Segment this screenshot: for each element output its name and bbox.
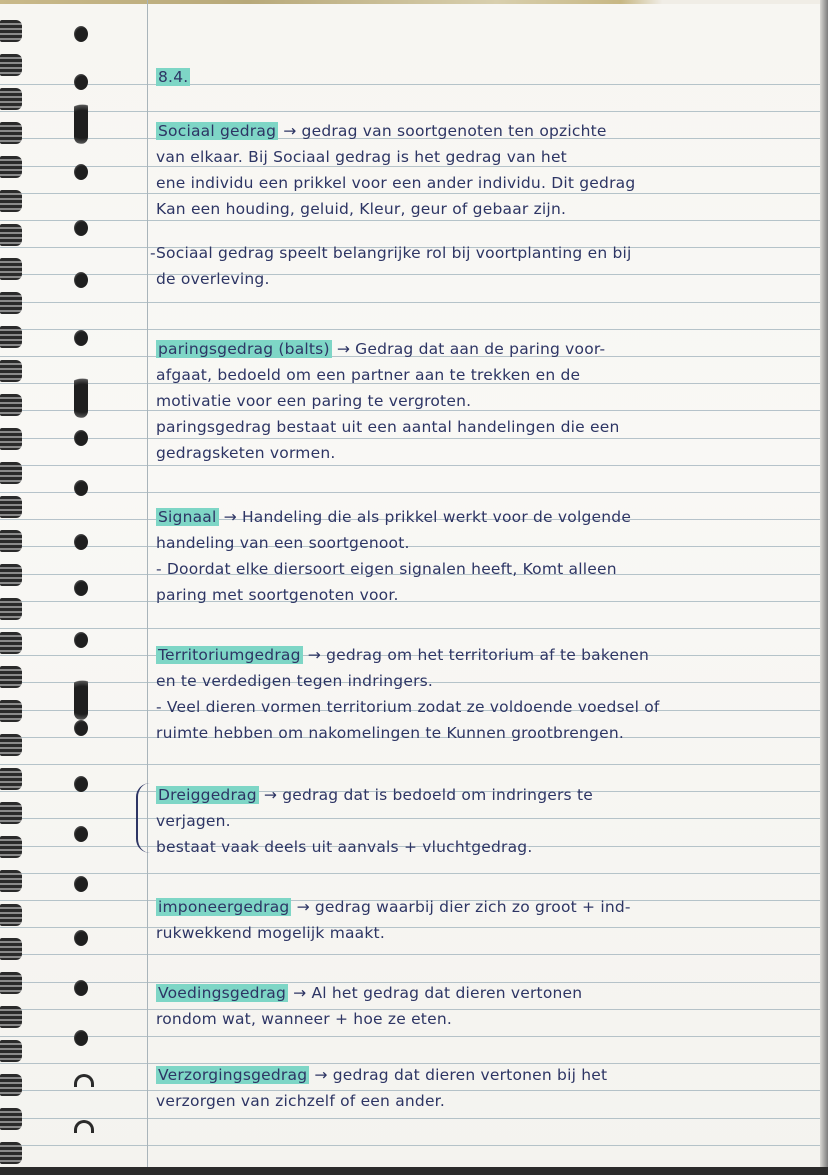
spiral-coil	[0, 156, 22, 178]
spiral-coil	[0, 564, 22, 586]
section-dreiggedrag-def	[156, 786, 593, 804]
spiral-binding	[0, 0, 26, 1175]
section-imponeergedrag-def	[156, 898, 631, 916]
note-line: - Doordat elke diersoort eigen signalen heeft, Komt alleen	[156, 560, 617, 578]
spiral-coil	[0, 394, 22, 416]
bullet-dash: -	[150, 244, 156, 262]
note-line: ene individu een prikkel voor een ander individu. Dit gedrag	[156, 174, 636, 192]
note-line: handeling van een soortgenoot.	[156, 534, 410, 552]
spiral-coil	[0, 54, 22, 76]
note-line: bestaat vaak deels uit aanvals + vluchtgedrag.	[156, 838, 533, 856]
punch-hole	[74, 164, 88, 180]
notes-content	[150, 0, 815, 1175]
note-line: gedragsketen vormen.	[156, 444, 336, 462]
bullet-line	[150, 244, 632, 262]
note-line: motivatie voor een paring te vergroten.	[156, 392, 472, 410]
spiral-coil	[0, 734, 22, 756]
definition-text: → gedrag dat is bedoeld om indringers te	[258, 786, 593, 804]
section-territoriumgedrag-def	[156, 646, 649, 664]
note-line: verjagen.	[156, 812, 231, 830]
term-sociaal-gedrag: Sociaal gedrag	[158, 122, 277, 140]
spiral-coil	[0, 292, 22, 314]
spiral-coil	[0, 326, 22, 348]
punch-hole	[74, 330, 88, 346]
section-sociaal-gedrag-def	[156, 122, 607, 140]
spiral-coil	[0, 88, 22, 110]
spiral-coil	[0, 190, 22, 212]
punch-hole	[74, 720, 88, 736]
note-line: van elkaar. Bij Sociaal gedrag is het gedrag van het	[156, 148, 567, 166]
definition-text: → gedrag waarbij dier zich zo groot + ind-	[291, 898, 631, 916]
spiral-coil	[0, 428, 22, 450]
punch-hole	[74, 430, 88, 446]
punch-hole	[74, 74, 88, 90]
section-voedingsgedrag-def	[156, 984, 582, 1002]
spiral-coil	[0, 904, 22, 926]
spiral-coil	[0, 632, 22, 654]
note-line: verzorgen van zichzelf of een ander.	[156, 1092, 445, 1110]
punch-hole	[74, 1030, 88, 1046]
spiral-coil	[0, 598, 22, 620]
term-territoriumgedrag: Territoriumgedrag	[158, 646, 301, 664]
spiral-coil	[0, 1108, 22, 1130]
punch-hole	[74, 272, 88, 288]
heading-text: 8.4.	[158, 68, 189, 86]
term-verzorgingsgedrag: Verzorgingsgedrag	[158, 1066, 308, 1084]
punch-hole	[74, 980, 88, 996]
spiral-coil	[0, 666, 22, 688]
definition-text: → gedrag van soortgenoten ten opzichte	[278, 122, 607, 140]
punch-hole	[74, 1074, 94, 1087]
spiral-coil	[0, 836, 22, 858]
spiral-coil	[0, 360, 22, 382]
page-heading	[156, 68, 190, 86]
spiral-coil	[0, 1142, 22, 1164]
spiral-coil	[0, 1040, 22, 1062]
punch-hole	[74, 632, 88, 648]
note-line: de overleving.	[156, 270, 270, 288]
punch-hole	[74, 676, 88, 720]
punch-hole	[74, 374, 88, 418]
punch-hole	[74, 480, 88, 496]
definition-text: → gedrag om het territorium af te bakenen	[302, 646, 649, 664]
section-verzorgingsgedrag-def	[156, 1066, 607, 1084]
punch-hole	[74, 100, 88, 144]
spiral-coil	[0, 1074, 22, 1096]
spiral-coil	[0, 802, 22, 824]
term-dreiggedrag: Dreiggedrag	[158, 786, 257, 804]
spiral-coil	[0, 1006, 22, 1028]
punch-hole	[74, 930, 88, 946]
definition-text: → gedrag dat dieren vertonen bij het	[309, 1066, 608, 1084]
term-voedingsgedrag: Voedingsgedrag	[158, 984, 287, 1002]
spiral-coil	[0, 258, 22, 280]
term-imponeergedrag: imponeergedrag	[158, 898, 290, 916]
note-line: rukwekkend mogelijk maakt.	[156, 924, 385, 942]
punch-hole	[74, 220, 88, 236]
punch-hole	[74, 26, 88, 42]
definition-text: → Handeling die als prikkel werkt voor de volgende	[218, 508, 632, 526]
definition-text: → Al het gedrag dat dieren vertonen	[288, 984, 583, 1002]
page-right-edge	[820, 0, 828, 1175]
definition-text: → Gedrag dat aan de paring voor-	[331, 340, 606, 358]
punch-hole	[74, 580, 88, 596]
spiral-coil	[0, 122, 22, 144]
punch-hole	[74, 826, 88, 842]
punch-hole	[74, 534, 88, 550]
punch-hole	[74, 776, 88, 792]
note-line: en te verdedigen tegen indringers.	[156, 672, 434, 690]
note-line: afgaat, bedoeld om een partner aan te trekken en de	[156, 366, 581, 384]
note-line: Kan een houding, geluid, Kleur, geur of gebaar zijn.	[156, 200, 567, 218]
section-paringsgedrag-def	[156, 340, 605, 358]
note-line-text: Sociaal gedrag speelt belangrijke rol bij voortplanting en bij	[156, 244, 632, 262]
spiral-coil	[0, 20, 22, 42]
spiral-coil	[0, 768, 22, 790]
section-signaal-def	[156, 508, 631, 526]
spiral-coil	[0, 972, 22, 994]
spiral-coil	[0, 224, 22, 246]
spiral-coil	[0, 462, 22, 484]
note-line: ruimte hebben om nakomelingen te Kunnen grootbrengen.	[156, 724, 624, 742]
term-signaal: Signaal	[158, 508, 217, 526]
punch-hole	[74, 1120, 94, 1133]
note-line: paringsgedrag bestaat uit een aantal handelingen die een	[156, 418, 620, 436]
note-line: paring met soortgenoten voor.	[156, 586, 399, 604]
spiral-coil	[0, 870, 22, 892]
spiral-coil	[0, 530, 22, 552]
spiral-coil	[0, 700, 22, 722]
spiral-coil	[0, 496, 22, 518]
margin-line	[147, 0, 148, 1175]
spiral-coil	[0, 938, 22, 960]
brace-bracket	[136, 783, 150, 853]
punch-hole	[74, 876, 88, 892]
note-line: rondom wat, wanneer + hoe ze eten.	[156, 1010, 452, 1028]
note-line: - Veel dieren vormen territorium zodat ze voldoende voedsel of	[156, 698, 660, 716]
term-paringsgedrag: paringsgedrag (balts)	[158, 340, 330, 358]
